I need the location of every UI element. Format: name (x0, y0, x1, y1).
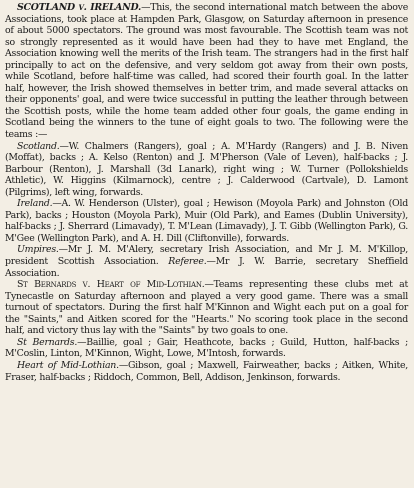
stbernards-team-text: —Baillie, goal ; Gair, Heathcote, backs ; Guild, Hutton, half-backs ; M'Coslin, Linton, M'Kinnon, Wight, Lowe, M'Intosh, forwards. (5, 336, 408, 360)
report-paragraph-2: —Teams representing these clubs met at Tynecastle on Saturday afternoon and played a very good game. There was a small turnout of spectators. During the first half M'Kinnon and Wight each put on a goal for the "Saints," and Aitken scored for the "Hearts." No scoring took place in the second half, and victory thus lay with the "Saints" by two goals to one. (5, 279, 408, 337)
report-paragraph-1: —This, the second international match between the above Associations, took place at Hampden Park, Glasgow, on Saturday afternoon in presence of about 5000 spectators. The ground was most favourable. The Scottish team was not so strongly represented as it would have been had they to have met England, the Association knowing well the merits of the Irish team. The strangers had in the first half principally to act on the defensive, and very seldom got away from their own posts, while Scotland, before half-time was called, had scored their fourth goal. In the latter half, however, the Irish showed themselves in better trim, and made several attacks on their opponents' goal, and were twice successful in putting the leather through between the Scottish posts, while the home team added other four goals, the game ending in Scotland being the winners to the tune of eight goals to two. The following were the teams :— (5, 2, 408, 141)
umpires-text: —Mr J. M. M'Alery, secretary Irish Association, and Mr J. M. M'Killop, president Scottish Association. (5, 244, 408, 268)
referee-text: —Mr J. W. Barrie, secretary Sheffield Association. (5, 256, 408, 279)
scotland-team-text: —W. Chalmers (Rangers), goal ; A. M'Hardy (Rangers) and J. B. Niven (Moffat), backs ; A. Kelso (Renton) and J. M'Pherson (Vale of Leven), half-backs ; J. Barbour (Renton), J. Marshall (3d Lanark), right wing ; W. Turner (Pollokshields Athletic), W. Higgins (Kilmarnock), centre ; J. Calderwood (Cartvale), D. Lamont (Pilgrims), left wing, forwards. (5, 140, 408, 198)
scotland-label: Scotland. (17, 140, 60, 152)
match-report-scotland-ireland (5, 2, 408, 141)
stbernards-label: St Bernards. (17, 336, 78, 348)
referee-label: Referee. (168, 256, 207, 268)
match-report-stbernards-hearts (5, 279, 408, 337)
stbernards-lineup (5, 337, 408, 360)
scotland-lineup (5, 141, 408, 199)
ireland-team-text: —A. W. Henderson (Ulster), goal ; Hewison (Moyola Park) and Johnston (Old Park), backs ; Houston (Moyola Park), Muir (Old Park), and Eames (Dublin University), half-backs ; J. Sherrard (Limavady), T. M'Lean (Limavady), J. T. Gibb (Wellington Park), G. M'Gee (Wellington Park), and A. H. Dill (Cliftonville), forwards. (5, 198, 408, 244)
match2-heading: St Bernards v. Heart of Mid-Lothian. (17, 279, 205, 291)
hearts-lineup (5, 360, 408, 383)
ireland-label: Ireland. (17, 198, 53, 210)
ireland-lineup (5, 198, 408, 244)
officials (5, 244, 408, 279)
hearts-label: Heart of Mid-Lothian. (17, 359, 119, 371)
umpires-label: Umpires. (17, 244, 59, 256)
article-heading: SCOTLAND v. IRELAND. (17, 2, 142, 13)
hearts-team-text: —Gibson, goal ; Maxwell, Fairweather, backs ; Aitken, White, Fraser, half-backs ; Riddoch, Common, Bell, Addison, Jenkinson, forwards. (5, 359, 409, 383)
